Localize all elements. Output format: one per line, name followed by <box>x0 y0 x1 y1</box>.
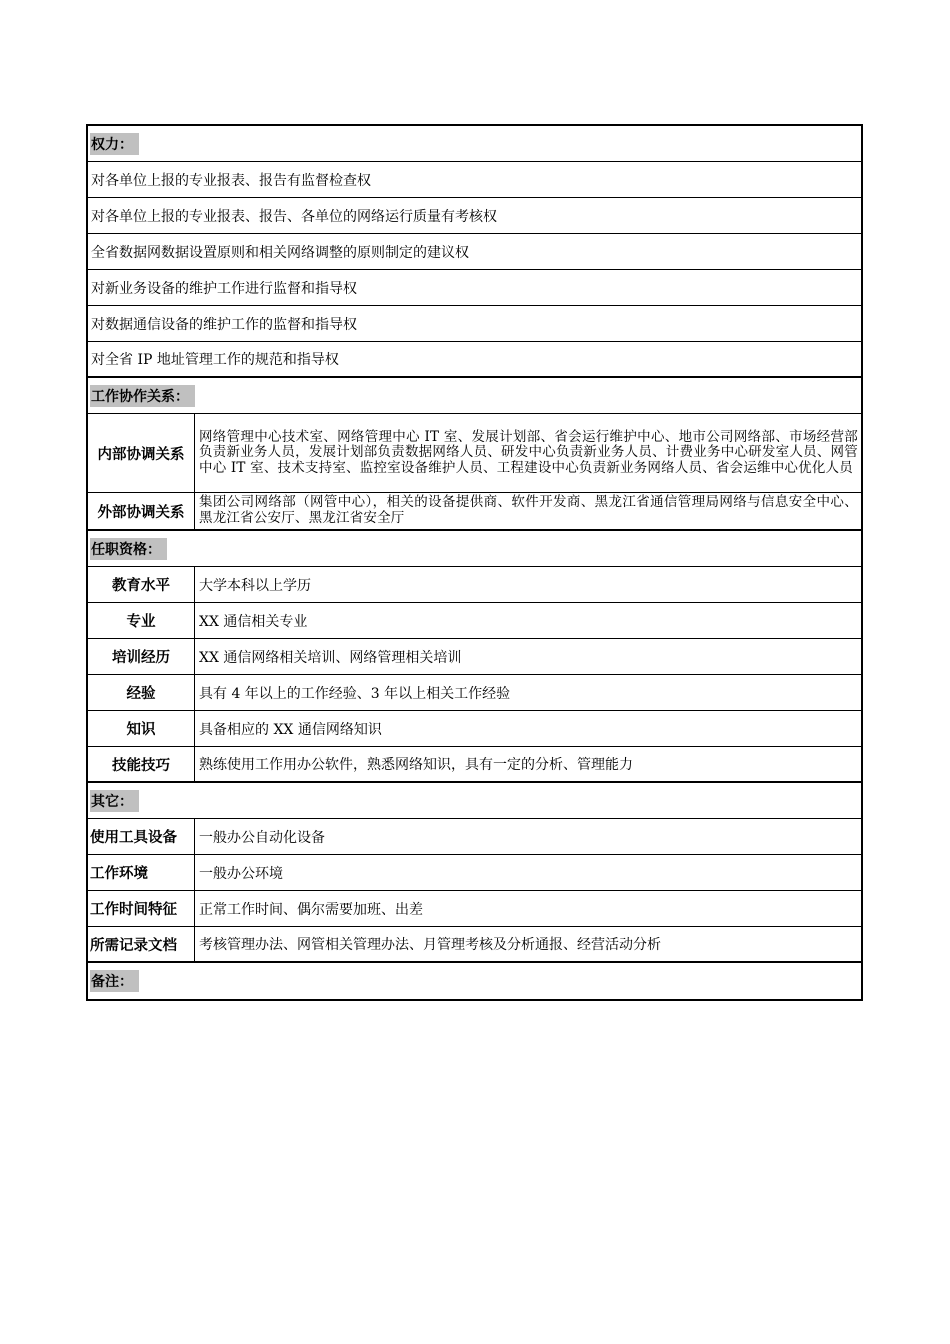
power-item <box>88 198 861 234</box>
power-item-text: 全省数据网数据设置原则和相关网络调整的原则制定的建议权 <box>91 244 469 261</box>
power-item-text: 对全省 IP 地址管理工作的规范和指导权 <box>91 352 339 368</box>
qualification-label: 知识 <box>88 711 195 746</box>
other-value: 一般办公自动化设备 <box>199 829 325 846</box>
other-row <box>88 891 861 927</box>
qualification-row <box>88 747 861 783</box>
remarks-title: 备注： <box>90 970 139 992</box>
power-item-text: 对各单位上报的专业报表、报告、各单位的网络运行质量有考核权 <box>91 208 497 225</box>
collaboration-header <box>88 378 861 414</box>
power-item <box>88 234 861 270</box>
other-row <box>88 927 861 963</box>
other-row <box>88 819 861 855</box>
job-description-table <box>86 124 863 1001</box>
power-item <box>88 342 861 378</box>
qualification-value: XX 通信网络相关培训、网络管理相关培训 <box>199 649 462 666</box>
external-coordination-row <box>88 493 861 531</box>
qualification-value: 熟练使用工作用办公软件，熟悉网络知识，具有一定的分析、管理能力 <box>199 757 633 773</box>
qualification-value: XX 通信相关专业 <box>199 613 308 630</box>
other-value: 考核管理办法、网管相关管理办法、月管理考核及分析通报、经营活动分析 <box>199 937 661 953</box>
power-item <box>88 162 861 198</box>
powers-title: 权力： <box>90 133 139 155</box>
other-label: 使用工具设备 <box>88 819 195 854</box>
other-label: 工作时间特征 <box>88 891 195 926</box>
other-label: 所需记录文档 <box>88 927 195 961</box>
qualification-row <box>88 567 861 603</box>
power-item <box>88 306 861 342</box>
other-value: 一般办公环境 <box>199 865 283 882</box>
collaboration-title: 工作协作关系： <box>90 385 195 407</box>
external-coordination-value: 集团公司网络部（网管中心），相关的设备提供商、软件开发商、黑龙江省通信管理局网络与信息安全中心、黑龙江省公安厅、黑龙江省安全厅 <box>199 494 858 526</box>
internal-coordination-value: 网络管理中心技术室、网络管理中心 IT 室、发展计划部、省会运行维护中心、地市公司网络部、市场经营部负责新业务人员，发展计划部负责数据网络人员、研发中心负责新业务人员、计费业务中心研发室人员、网管中心 IT 室、技术支持室、监控室设备维护人员、工程建设中心负责新业务网络人员、省会运维中心优化人员 <box>199 428 858 476</box>
external-coordination-label: 外部协调关系 <box>88 493 195 529</box>
power-item-text: 对各单位上报的专业报表、报告有监督检查权 <box>91 172 371 189</box>
qualification-value: 具有 4 年以上的工作经验、3 年以上相关工作经验 <box>199 685 511 702</box>
power-item-text: 对数据通信设备的维护工作的监督和指导权 <box>91 316 357 333</box>
qualification-row <box>88 711 861 747</box>
other-header <box>88 783 861 819</box>
internal-coordination-label: 内部协调关系 <box>88 414 195 492</box>
power-item <box>88 270 861 306</box>
qualification-row <box>88 603 861 639</box>
qualification-row <box>88 639 861 675</box>
powers-header <box>88 126 861 162</box>
qualifications-title: 任职资格： <box>90 538 167 560</box>
qualification-value: 具备相应的 XX 通信网络知识 <box>199 721 382 738</box>
qualifications-header <box>88 531 861 567</box>
other-label: 工作环境 <box>88 855 195 890</box>
qualification-label: 专业 <box>88 603 195 638</box>
qualification-label: 经验 <box>88 675 195 710</box>
other-row <box>88 855 861 891</box>
power-item-text: 对新业务设备的维护工作进行监督和指导权 <box>91 280 357 297</box>
qualification-row <box>88 675 861 711</box>
qualification-value: 大学本科以上学历 <box>199 577 311 594</box>
internal-coordination-row <box>88 414 861 493</box>
qualification-label: 技能技巧 <box>88 747 195 781</box>
qualification-label: 培训经历 <box>88 639 195 674</box>
qualification-label: 教育水平 <box>88 567 195 602</box>
remarks-header <box>88 963 861 999</box>
other-title: 其它： <box>90 790 139 812</box>
other-value: 正常工作时间、偶尔需要加班、出差 <box>199 901 423 918</box>
